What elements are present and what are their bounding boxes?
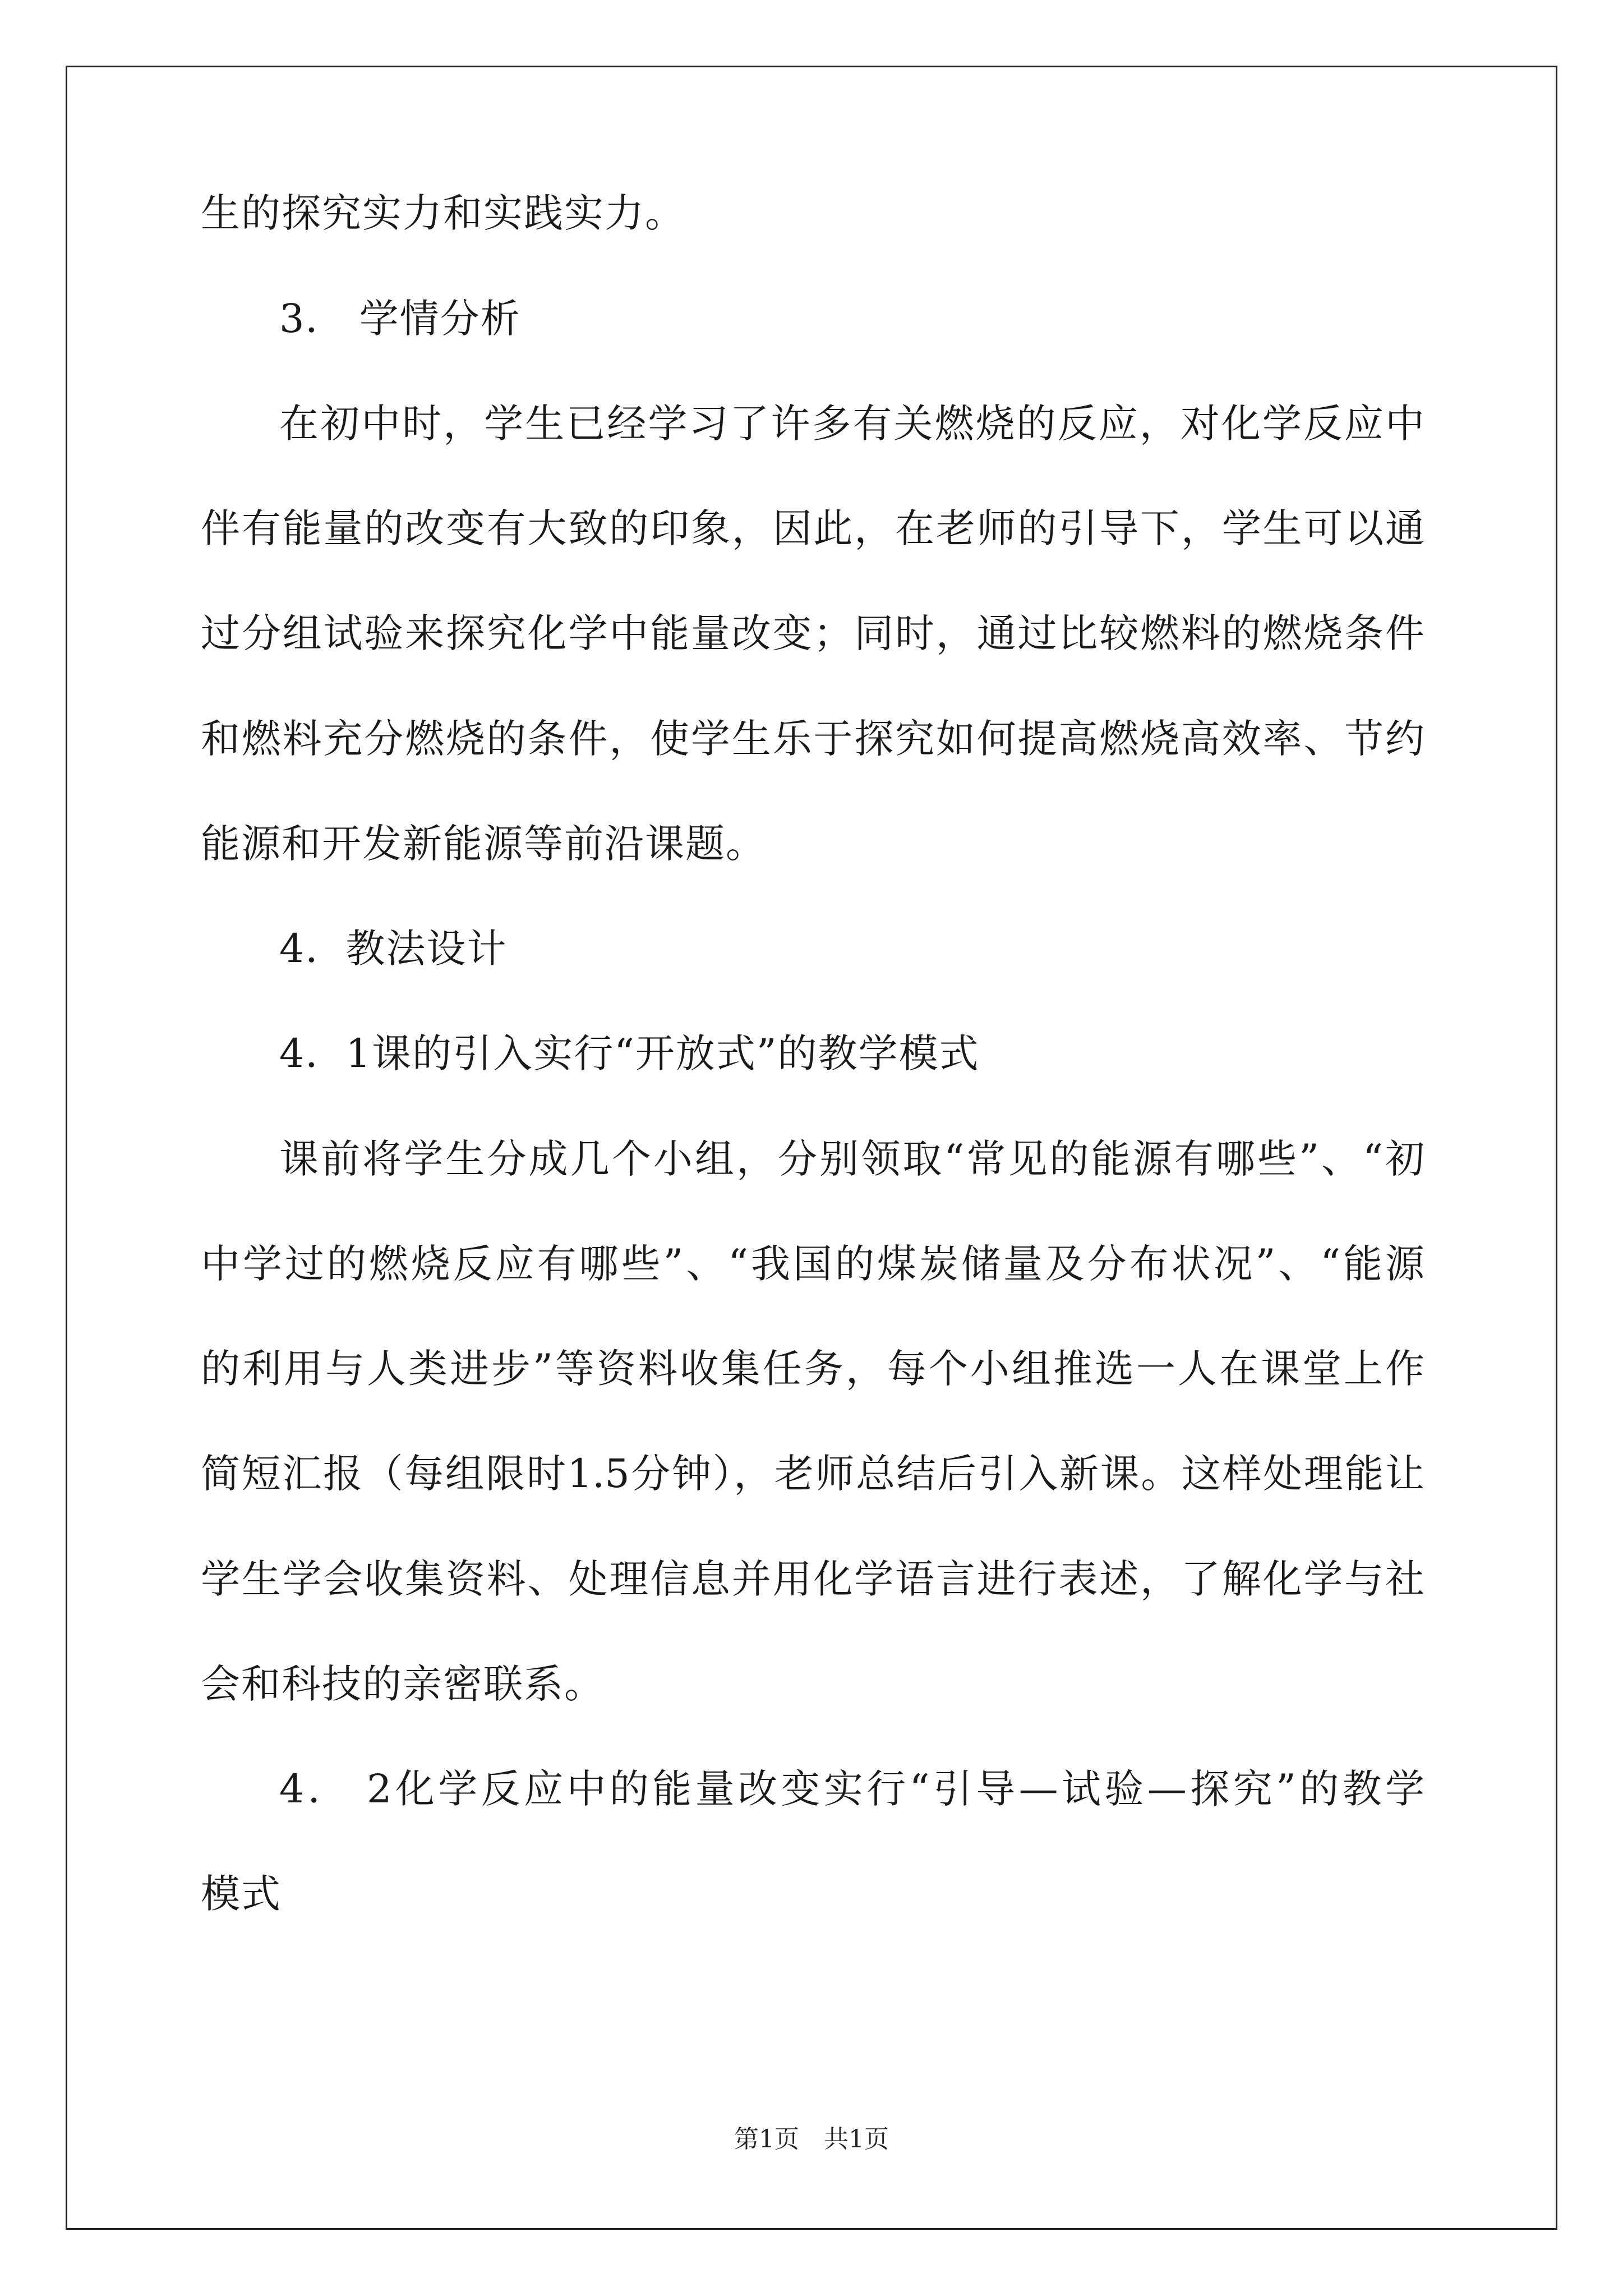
body-line-7: 能源和开发新能源等前沿课题。 xyxy=(201,821,766,867)
body-line-10: 课前将学生分成几个小组，分别领取“常见的能源有哪些”、“初 xyxy=(279,1136,1424,1182)
body-line-15: 会和科技的亲密联系。 xyxy=(201,1661,605,1707)
body-line-1: 生的探究实力和实践实力。 xyxy=(201,190,685,236)
body-line-5: 过分组试验来探究化学中能量改变；同时，通过比较燃料的燃烧条件 xyxy=(201,610,1424,656)
body-line-12: 的利用与人类进步”等资料收集任务，每个小组推选一人在课堂上作 xyxy=(201,1346,1424,1392)
body-line-14: 学生学会收集资料、处理信息并用化学语言进行表述，了解化学与社 xyxy=(201,1556,1424,1602)
body-line-3: 在初中时，学生已经学习了许多有关燃烧的反应，对化学反应中 xyxy=(279,401,1424,447)
body-line-11: 中学过的燃烧反应有哪些”、“我国的煤炭储量及分布状况”、“能源 xyxy=(201,1241,1424,1287)
section-heading-3: 3． 学情分析 xyxy=(279,296,521,342)
subsection-heading-4-2: 4． 2化学反应中的能量改变实行“引导—试验—探究”的教学 xyxy=(279,1766,1424,1812)
subsection-heading-4-1: 4．1课的引入实行“开放式”的教学模式 xyxy=(279,1030,980,1076)
body-line-4: 伴有能量的改变有大致的印象，因此，在老师的引导下，学生可以通 xyxy=(201,505,1424,551)
body-line-6: 和燃料充分燃烧的条件，使学生乐于探究如何提高燃烧高效率、节约 xyxy=(201,716,1424,762)
page-footer: 第1页 共1页 xyxy=(734,2125,889,2154)
subsection-heading-4-2-cont: 模式 xyxy=(201,1871,282,1917)
section-heading-4: 4．教法设计 xyxy=(279,926,508,972)
body-line-13: 简短汇报（每组限时1.5分钟），老师总结后引入新课。这样处理能让 xyxy=(201,1451,1424,1497)
